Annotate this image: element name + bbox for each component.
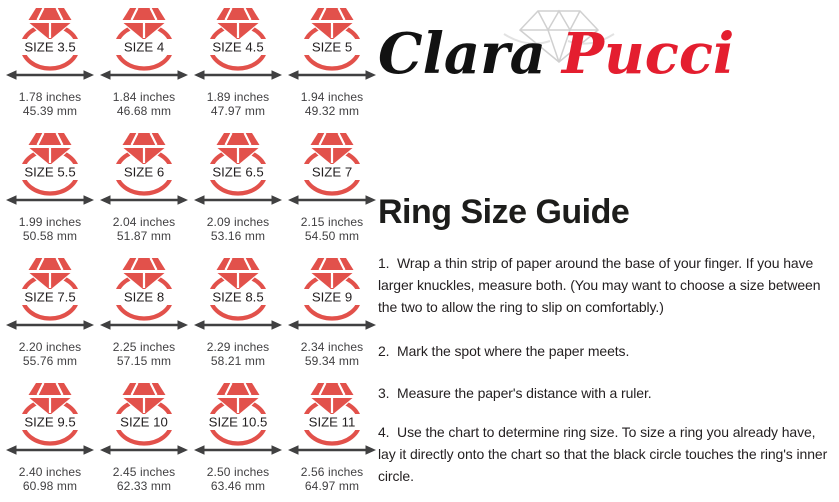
ring-size-label: SIZE 5	[311, 39, 353, 55]
ring-size-label: SIZE 4.5	[212, 39, 264, 55]
ring-icon	[191, 132, 285, 208]
gem-diamond-icon	[309, 133, 356, 169]
ring-icon	[97, 132, 191, 208]
page-title: Ring Size Guide	[378, 193, 630, 231]
gem-diamond-icon	[215, 258, 262, 294]
ring-icon	[285, 382, 379, 458]
gem-diamond-icon	[121, 383, 168, 419]
ring-size-cell	[285, 252, 379, 377]
diameter-arrow-icon	[100, 320, 188, 330]
ring-diameter-mm: 60.98 mm	[22, 478, 78, 493]
ring-size-cell	[97, 252, 191, 377]
ring-size-label: SIZE 10	[120, 414, 168, 430]
diameter-arrow-icon	[100, 70, 188, 80]
diameter-arrow-icon	[100, 195, 188, 205]
ring-size-cell	[97, 127, 191, 252]
ring-diameter-inches: 2.56 inches	[300, 465, 364, 479]
ring-size-label: SIZE 4	[123, 39, 165, 55]
ring-diameter-mm: 46.68 mm	[116, 103, 172, 118]
ring-size-grid	[3, 2, 379, 502]
instruction-step-1: 1. Wrap a thin strip of paper around the base of your finger. If you have larger knuckles, measure both. (You may want to choose a size between the two to allow the ring to slip on comfortably.)	[378, 255, 825, 315]
ring-diameter-mm: 50.58 mm	[22, 228, 78, 243]
ring-diameter-inches: 2.40 inches	[18, 465, 82, 479]
ring-size-cell	[3, 252, 97, 377]
ring-icon	[3, 132, 97, 208]
instruction-step-4: 4. Use the chart to determine ring size. To size a ring you already have, lay it directly onto the chart so that the black circle touches the ring's inner circle.	[378, 424, 831, 484]
ring-diameter-inches: 1.89 inches	[206, 90, 270, 104]
diameter-arrow-icon	[194, 445, 282, 455]
ring-size-cell	[3, 127, 97, 252]
ring-size-cell	[3, 2, 97, 127]
ring-size-label: SIZE 8.5	[212, 289, 264, 305]
ring-icon	[3, 7, 97, 83]
ring-diameter-inches: 1.84 inches	[112, 90, 176, 104]
ring-size-label: SIZE 9	[311, 289, 353, 305]
ring-icon	[191, 7, 285, 83]
gem-diamond-icon	[309, 8, 356, 44]
diameter-arrow-icon	[288, 320, 376, 330]
ring-diameter-mm: 45.39 mm	[22, 103, 78, 118]
diameter-arrow-icon	[194, 195, 282, 205]
gem-diamond-icon	[27, 258, 74, 294]
ring-size-cell	[285, 377, 379, 502]
ring-size-label: SIZE 11	[308, 414, 356, 430]
brand-logo	[376, 4, 796, 104]
ring-diameter-inches: 2.20 inches	[18, 340, 82, 354]
ring-diameter-mm: 49.32 mm	[304, 103, 360, 118]
ring-diameter-mm: 54.50 mm	[304, 228, 360, 243]
ring-size-label: SIZE 10.5	[208, 414, 268, 430]
diameter-arrow-icon	[6, 445, 94, 455]
ring-size-cell	[191, 252, 285, 377]
gem-diamond-icon	[215, 133, 262, 169]
gem-diamond-icon	[121, 258, 168, 294]
ring-size-cell	[285, 2, 379, 127]
ring-size-label: SIZE 5.5	[24, 164, 76, 180]
ring-icon	[285, 7, 379, 83]
brand-name-pucci: Pucci	[561, 21, 735, 87]
ring-size-label: SIZE 9.5	[24, 414, 76, 430]
ring-size-cell	[191, 127, 285, 252]
gem-diamond-icon	[121, 8, 168, 44]
ring-size-label: SIZE 7.5	[24, 289, 76, 305]
ring-diameter-inches: 2.04 inches	[112, 215, 176, 229]
instruction-step-3: 3. Measure the paper's distance with a ruler.	[378, 385, 652, 401]
ring-size-label: SIZE 6	[123, 164, 165, 180]
ring-icon	[191, 382, 285, 458]
gem-diamond-icon	[27, 133, 74, 169]
gem-diamond-icon	[215, 383, 262, 419]
diameter-arrow-icon	[194, 70, 282, 80]
gem-diamond-icon	[309, 258, 356, 294]
gem-diamond-icon	[121, 133, 168, 169]
brand-wordmark	[378, 21, 735, 87]
ring-diameter-inches: 2.50 inches	[206, 465, 270, 479]
ring-diameter-inches: 2.25 inches	[112, 340, 176, 354]
ring-size-label: SIZE 3.5	[24, 39, 76, 55]
ring-icon	[3, 382, 97, 458]
ring-icon	[97, 257, 191, 333]
ring-icon	[285, 257, 379, 333]
ring-diameter-mm: 62.33 mm	[116, 478, 172, 493]
diameter-arrow-icon	[6, 70, 94, 80]
ring-diameter-mm: 57.15 mm	[116, 353, 172, 368]
diameter-arrow-icon	[288, 445, 376, 455]
diameter-arrow-icon	[100, 445, 188, 455]
ring-size-cell	[97, 377, 191, 502]
ring-diameter-inches: 2.09 inches	[206, 215, 270, 229]
ring-diameter-inches: 1.78 inches	[18, 90, 82, 104]
ring-diameter-mm: 53.16 mm	[210, 228, 266, 243]
ring-size-cell	[97, 2, 191, 127]
ring-icon	[97, 382, 191, 458]
gem-diamond-icon	[27, 8, 74, 44]
gem-diamond-icon	[27, 383, 74, 419]
ring-size-cell	[3, 377, 97, 502]
ring-icon	[97, 7, 191, 83]
diameter-arrow-icon	[6, 320, 94, 330]
brand-name-clara: Clara	[378, 21, 546, 87]
ring-size-cell	[191, 377, 285, 502]
diameter-arrow-icon	[194, 320, 282, 330]
guide-panel	[372, 0, 836, 501]
diameter-arrow-icon	[288, 70, 376, 80]
ring-diameter-inches: 1.99 inches	[18, 215, 82, 229]
ring-diameter-inches: 2.45 inches	[112, 465, 176, 479]
ring-diameter-mm: 55.76 mm	[22, 353, 78, 368]
ring-size-label: SIZE 7	[311, 164, 353, 180]
ring-size-cell	[285, 127, 379, 252]
instruction-step-2: 2. Mark the spot where the paper meets.	[378, 343, 630, 359]
ring-diameter-mm: 63.46 mm	[210, 478, 266, 493]
ring-diameter-mm: 51.87 mm	[116, 228, 172, 243]
ring-icon	[191, 257, 285, 333]
ring-diameter-inches: 2.15 inches	[300, 215, 364, 229]
ring-size-label: SIZE 8	[123, 289, 165, 305]
diameter-arrow-icon	[6, 195, 94, 205]
ring-diameter-mm: 58.21 mm	[210, 353, 266, 368]
ring-diameter-inches: 2.29 inches	[206, 340, 270, 354]
ring-diameter-mm: 59.34 mm	[304, 353, 360, 368]
ring-icon	[3, 257, 97, 333]
gem-diamond-icon	[215, 8, 262, 44]
ring-diameter-inches: 1.94 inches	[300, 90, 364, 104]
gem-diamond-icon	[309, 383, 356, 419]
ring-icon	[285, 132, 379, 208]
ring-size-cell	[191, 2, 285, 127]
ring-diameter-mm: 64.97 mm	[304, 478, 360, 493]
ring-diameter-inches: 2.34 inches	[300, 340, 364, 354]
ring-size-label: SIZE 6.5	[212, 164, 264, 180]
ring-diameter-mm: 47.97 mm	[210, 103, 266, 118]
diameter-arrow-icon	[288, 195, 376, 205]
